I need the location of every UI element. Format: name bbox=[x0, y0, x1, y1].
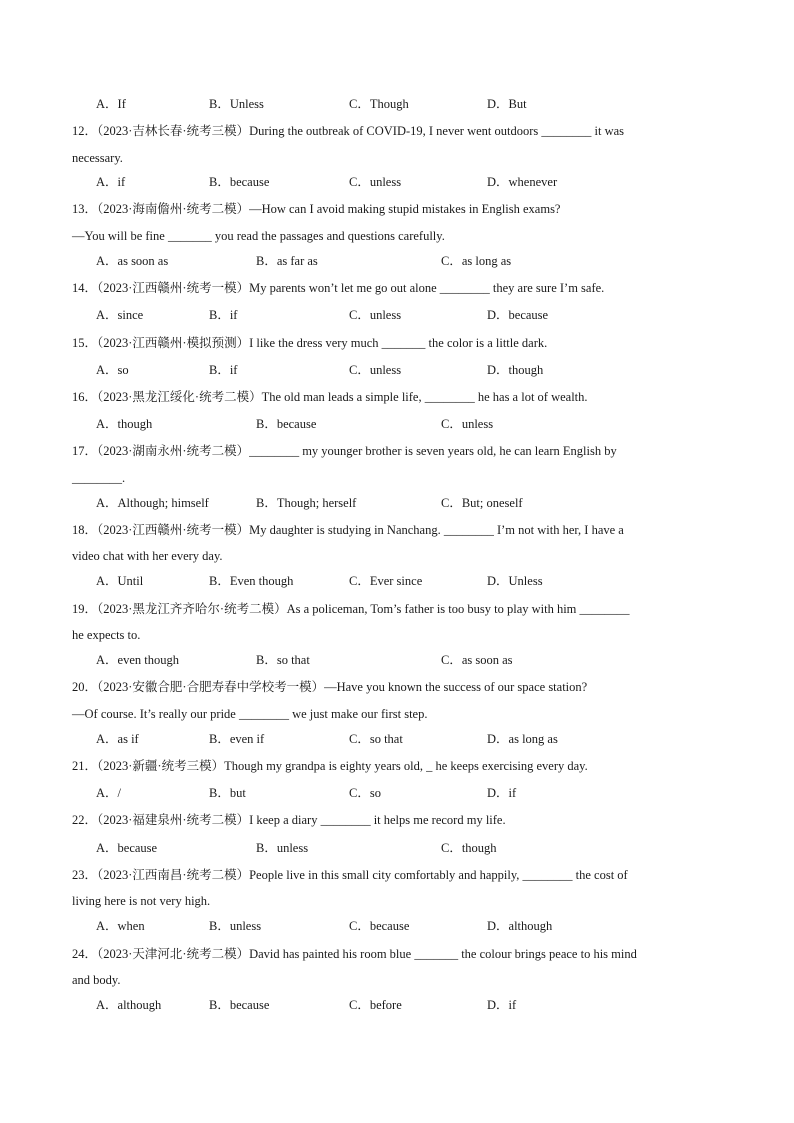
answer-option: D．as long as bbox=[487, 732, 558, 746]
question-stem: 12．（2023·吉林长春·统考三模）During the outbreak of COVID-19, I never went outdoors ________ it was bbox=[72, 124, 625, 138]
answer-option: C．unless bbox=[441, 417, 494, 431]
answer-option: C．But; oneself bbox=[441, 496, 523, 510]
answer-option: B．if bbox=[209, 363, 238, 377]
answer-options bbox=[0, 253, 794, 269]
answer-option: B．Even though bbox=[209, 574, 294, 588]
question-text: he expects to. bbox=[72, 628, 141, 642]
answer-option: A．even though bbox=[96, 653, 179, 667]
answer-option: C．Ever since bbox=[349, 574, 423, 588]
answer-option: B．because bbox=[256, 417, 317, 431]
question-text: necessary. bbox=[72, 151, 123, 165]
answer-option: C．though bbox=[441, 841, 497, 855]
answer-option: B．if bbox=[209, 308, 238, 322]
question-text: living here is not very high. bbox=[72, 894, 211, 908]
answer-options bbox=[0, 731, 794, 747]
answer-option: A．as if bbox=[96, 732, 139, 746]
answer-options bbox=[0, 785, 794, 801]
answer-option: C．as soon as bbox=[441, 653, 513, 667]
question-stem: 16．（2023·黑龙江绥化·统考二模）The old man leads a simple life, ________ he has a lot of wealth. bbox=[72, 390, 588, 404]
answer-option: C．unless bbox=[349, 175, 402, 189]
question-text: —You will be fine _______ you read the passages and questions carefully. bbox=[72, 229, 445, 243]
answer-options bbox=[0, 840, 794, 856]
answer-option: B．because bbox=[209, 998, 270, 1012]
answer-options bbox=[0, 362, 794, 378]
question-text: video chat with her every day. bbox=[72, 549, 223, 563]
answer-option: A．when bbox=[96, 919, 145, 933]
question-stem: 15．（2023·江西赣州·模拟预测）I like the dress very much _______ the color is a little dark. bbox=[72, 336, 548, 350]
question-stem: 17．（2023·湖南永州·统考二模）________ my younger brother is seven years old, he can learn English by bbox=[72, 444, 617, 458]
question-stem: 24．（2023·天津河北·统考二模）David has painted his room blue _______ the colour brings peace to his mind bbox=[72, 947, 637, 961]
answer-option: B．unless bbox=[256, 841, 309, 855]
answer-option: D．because bbox=[487, 308, 549, 322]
answer-options bbox=[0, 416, 794, 432]
answer-option: A．although bbox=[96, 998, 162, 1012]
answer-option: B．unless bbox=[209, 919, 262, 933]
answer-option: C．unless bbox=[349, 308, 402, 322]
answer-options bbox=[0, 307, 794, 323]
answer-options bbox=[0, 174, 794, 190]
question-text: and body. bbox=[72, 973, 121, 987]
answer-option: B．but bbox=[209, 786, 246, 800]
answer-options bbox=[0, 573, 794, 589]
question-stem: 23．（2023·江西南昌·统考二模）People live in this small city comfortably and happily, ________ the cost of bbox=[72, 868, 628, 882]
answer-options bbox=[0, 652, 794, 668]
question-text: ________. bbox=[72, 471, 126, 485]
answer-options bbox=[0, 96, 794, 112]
question-stem: 19．（2023·黑龙江齐齐哈尔·统考二模）As a policeman, Tom’s father is too busy to play with him ________ bbox=[72, 602, 630, 616]
question-stem: 18．（2023·江西赣州·统考一模）My daughter is studying in Nanchang. ________ I’m not with her, I have a bbox=[72, 523, 624, 537]
question-stem: 22．（2023·福建泉州·统考二模）I keep a diary ________ it helps me record my life. bbox=[72, 813, 506, 827]
answer-option: A．If bbox=[96, 97, 126, 111]
answer-option: A．Although; himself bbox=[96, 496, 209, 510]
answer-option: D．whenever bbox=[487, 175, 558, 189]
answer-option: C．Though bbox=[349, 97, 409, 111]
answer-option: D．though bbox=[487, 363, 544, 377]
answer-option: A．since bbox=[96, 308, 144, 322]
answer-option: C．so bbox=[349, 786, 381, 800]
answer-option: C．before bbox=[349, 998, 402, 1012]
answer-option: D．although bbox=[487, 919, 553, 933]
answer-option: D．Unless bbox=[487, 574, 543, 588]
answer-option: C．unless bbox=[349, 363, 402, 377]
answer-option: B．so that bbox=[256, 653, 310, 667]
answer-option: A．if bbox=[96, 175, 126, 189]
answer-options bbox=[0, 918, 794, 934]
answer-option: C．so that bbox=[349, 732, 403, 746]
answer-option: A．because bbox=[96, 841, 158, 855]
answer-option: D．But bbox=[487, 97, 527, 111]
answer-option: C．because bbox=[349, 919, 410, 933]
answer-option: C．as long as bbox=[441, 254, 512, 268]
answer-options bbox=[0, 495, 794, 511]
answer-option: A．/ bbox=[96, 786, 122, 800]
answer-option: D．if bbox=[487, 998, 517, 1012]
answer-option: D．if bbox=[487, 786, 517, 800]
question-stem: 13．（2023·海南儋州·统考二模）—How can I avoid making stupid mistakes in English exams? bbox=[72, 202, 561, 216]
answer-option: B．Unless bbox=[209, 97, 264, 111]
answer-option: A．as soon as bbox=[96, 254, 169, 268]
question-stem: 21．（2023·新疆·统考三模）Though my grandpa is eighty years old, _ he keeps exercising every day. bbox=[72, 759, 588, 773]
answer-option: B．because bbox=[209, 175, 270, 189]
answer-option: B．Though; herself bbox=[256, 496, 357, 510]
answer-option: A．so bbox=[96, 363, 129, 377]
answer-option: B．even if bbox=[209, 732, 265, 746]
question-text: —Of course. It’s really our pride ________ we just make our first step. bbox=[72, 707, 428, 721]
answer-option: A．though bbox=[96, 417, 153, 431]
question-stem: 20．（2023·安徽合肥·合肥寿春中学校考一模）—Have you known the success of our space station? bbox=[72, 680, 588, 694]
answer-option: B．as far as bbox=[256, 254, 318, 268]
question-stem: 14．（2023·江西赣州·统考一模）My parents won’t let me go out alone ________ they are sure I’m safe. bbox=[72, 281, 605, 295]
answer-option: A．Until bbox=[96, 574, 144, 588]
answer-options bbox=[0, 997, 794, 1013]
